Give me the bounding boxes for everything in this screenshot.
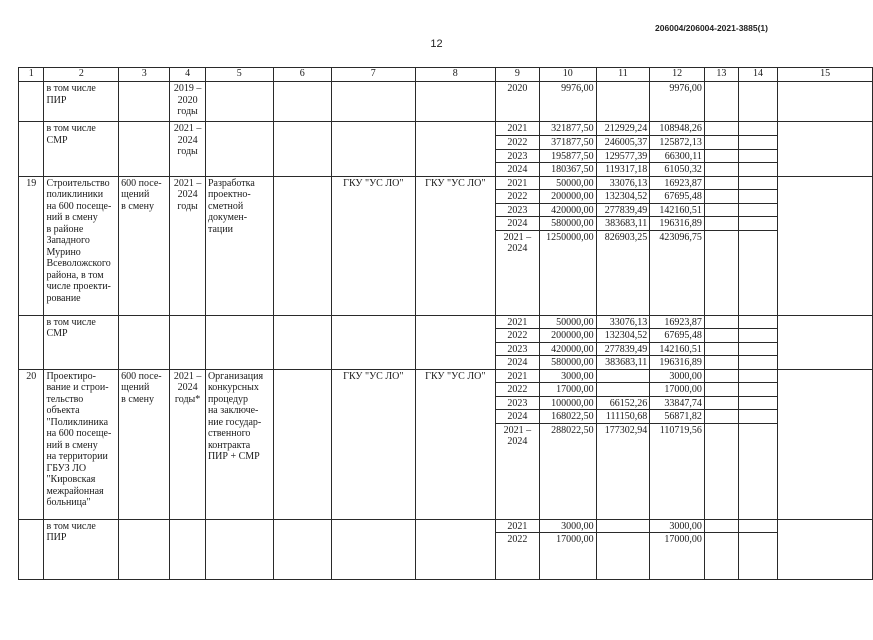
column-header: 14	[738, 68, 778, 82]
value-cell: 132304,52	[596, 190, 650, 204]
value-cell: 108948,26	[650, 122, 705, 136]
row-period: 2021 – 2024 годы	[170, 122, 206, 177]
table-cell	[738, 396, 778, 410]
value-cell: 100000,00	[539, 396, 596, 410]
table-cell	[704, 122, 738, 136]
table-cell	[704, 383, 738, 397]
value-cell: 17000,00	[650, 533, 705, 580]
value-cell: 177302,94	[596, 423, 650, 519]
value-cell: 371877,50	[539, 136, 596, 150]
table-cell	[738, 136, 778, 150]
table-cell	[170, 315, 206, 369]
table-row	[19, 519, 873, 533]
year-cell: 2022	[495, 383, 539, 397]
value-cell	[596, 82, 650, 122]
value-cell: 132304,52	[596, 329, 650, 343]
column-header: 5	[205, 68, 273, 82]
table-cell	[738, 82, 778, 122]
table-row	[19, 82, 873, 122]
table-cell	[704, 203, 738, 217]
value-cell: 50000,00	[539, 315, 596, 329]
year-cell: 2022	[495, 190, 539, 204]
value-cell: 196316,89	[650, 217, 705, 231]
builder-cell: ГКУ "УС ЛО"	[415, 369, 495, 519]
item-number: 19	[19, 176, 44, 315]
table-cell	[738, 230, 778, 315]
value-cell: 580000,00	[539, 217, 596, 231]
table-cell	[331, 519, 415, 580]
value-cell: 826903,25	[596, 230, 650, 315]
table-cell	[778, 519, 873, 580]
row-period: 2021 – 2024 годы*	[170, 369, 206, 519]
table-cell	[273, 122, 331, 177]
table-cell	[119, 519, 170, 580]
year-cell: 2023	[495, 203, 539, 217]
table-cell	[415, 122, 495, 177]
value-cell: 3000,00	[650, 519, 705, 533]
customer-cell: ГКУ "УС ЛО"	[331, 176, 415, 315]
value-cell: 9976,00	[539, 82, 596, 122]
object-capacity: 600 посе- щений в смену	[119, 176, 170, 315]
value-cell: 33847,74	[650, 396, 705, 410]
column-header: 12	[650, 68, 705, 82]
table-cell	[331, 122, 415, 177]
value-cell: 61050,32	[650, 163, 705, 177]
year-cell: 2022	[495, 533, 539, 580]
column-header: 7	[331, 68, 415, 82]
column-header: 2	[44, 68, 119, 82]
value-cell	[596, 383, 650, 397]
table-cell	[738, 122, 778, 136]
table-cell	[704, 356, 738, 370]
value-cell: 180367,50	[539, 163, 596, 177]
year-cell: 2021	[495, 176, 539, 190]
table-cell	[738, 369, 778, 383]
value-cell: 16923,87	[650, 176, 705, 190]
column-header: 9	[495, 68, 539, 82]
customer-cell: ГКУ "УС ЛО"	[331, 369, 415, 519]
table-cell	[738, 329, 778, 343]
table-cell	[738, 356, 778, 370]
table-cell	[19, 122, 44, 177]
table-cell	[704, 423, 738, 519]
table-cell	[19, 519, 44, 580]
page-number: 12	[430, 38, 443, 50]
year-cell: 2021	[495, 122, 539, 136]
document-id: 206004/206004-2021-3885(1)	[655, 23, 768, 33]
row-period: 2019 – 2020 годы	[170, 82, 206, 122]
table-cell	[704, 163, 738, 177]
row-name: в том числе ПИР	[44, 82, 119, 122]
value-cell: 111150,68	[596, 410, 650, 424]
value-cell: 3000,00	[539, 369, 596, 383]
value-cell: 383683,11	[596, 217, 650, 231]
value-cell: 17000,00	[539, 383, 596, 397]
builder-cell: ГКУ "УС ЛО"	[415, 176, 495, 315]
value-cell: 67695,48	[650, 329, 705, 343]
year-cell: 2021	[495, 369, 539, 383]
table-cell	[778, 122, 873, 177]
year-cell: 2021 – 2024	[495, 423, 539, 519]
table-cell	[738, 383, 778, 397]
table-cell	[738, 423, 778, 519]
table-cell	[205, 82, 273, 122]
table-row	[19, 369, 873, 383]
row-period: 2021 – 2024 годы	[170, 176, 206, 315]
value-cell: 16923,87	[650, 315, 705, 329]
column-header: 11	[596, 68, 650, 82]
column-header: 13	[704, 68, 738, 82]
table-cell	[415, 82, 495, 122]
year-cell: 2023	[495, 149, 539, 163]
table-cell	[19, 82, 44, 122]
value-cell: 119317,18	[596, 163, 650, 177]
value-cell: 142160,51	[650, 203, 705, 217]
value-cell: 3000,00	[650, 369, 705, 383]
table-cell	[415, 519, 495, 580]
row-name: в том числе СМР	[44, 122, 119, 177]
year-cell: 2022	[495, 329, 539, 343]
value-cell: 33076,13	[596, 176, 650, 190]
year-cell: 2021 – 2024	[495, 230, 539, 315]
table-cell	[738, 342, 778, 356]
table-row	[19, 315, 873, 329]
table-cell	[778, 369, 873, 519]
table-cell	[778, 176, 873, 315]
program-table	[18, 67, 873, 580]
value-cell: 9976,00	[650, 82, 705, 122]
value-cell: 142160,51	[650, 342, 705, 356]
value-cell: 195877,50	[539, 149, 596, 163]
table-cell	[738, 176, 778, 190]
value-cell: 17000,00	[539, 533, 596, 580]
table-row	[19, 176, 873, 190]
value-cell: 168022,50	[539, 410, 596, 424]
value-cell: 66152,26	[596, 396, 650, 410]
column-header: 8	[415, 68, 495, 82]
column-number-row	[19, 68, 873, 82]
table-cell	[704, 176, 738, 190]
object-name: Проектиро- вание и строи- тельство объекта "Поликлиника на 600 посеще- ний в смену на территории ГБУЗ ЛО "Кировская межрайонная больница"	[44, 369, 119, 519]
column-header: 1	[19, 68, 44, 82]
value-cell: 200000,00	[539, 190, 596, 204]
table-cell	[704, 369, 738, 383]
value-cell: 423096,75	[650, 230, 705, 315]
year-cell: 2020	[495, 82, 539, 122]
table-cell	[704, 82, 738, 122]
value-cell: 125872,13	[650, 136, 705, 150]
value-cell: 17000,00	[650, 383, 705, 397]
value-cell: 33076,13	[596, 315, 650, 329]
value-cell: 129577,39	[596, 149, 650, 163]
value-cell: 212929,24	[596, 122, 650, 136]
value-cell: 321877,50	[539, 122, 596, 136]
value-cell: 56871,82	[650, 410, 705, 424]
table-cell	[738, 149, 778, 163]
column-header: 10	[539, 68, 596, 82]
table-cell	[19, 315, 44, 369]
year-cell: 2022	[495, 136, 539, 150]
table-cell	[205, 519, 273, 580]
year-cell: 2024	[495, 356, 539, 370]
table-cell	[704, 217, 738, 231]
value-cell: 3000,00	[539, 519, 596, 533]
table-row	[19, 122, 873, 136]
table-cell	[273, 519, 331, 580]
table-cell	[331, 82, 415, 122]
table-cell	[331, 315, 415, 369]
row-name: в том числе ПИР	[44, 519, 119, 580]
table-cell	[704, 329, 738, 343]
year-cell: 2024	[495, 163, 539, 177]
table-cell	[273, 315, 331, 369]
year-cell: 2024	[495, 410, 539, 424]
table-cell	[205, 315, 273, 369]
table-cell	[704, 190, 738, 204]
value-cell: 383683,11	[596, 356, 650, 370]
table-cell	[704, 230, 738, 315]
value-cell: 246005,37	[596, 136, 650, 150]
value-cell: 580000,00	[539, 356, 596, 370]
table-cell	[704, 533, 738, 580]
column-header: 3	[119, 68, 170, 82]
row-name: в том числе СМР	[44, 315, 119, 369]
table-cell	[704, 342, 738, 356]
table-cell	[738, 410, 778, 424]
object-stage: Организация конкурсных процедур на заключе- ние государ- ственного контракта ПИР + СМР	[205, 369, 273, 519]
table-cell	[119, 315, 170, 369]
table-cell	[273, 176, 331, 315]
year-cell: 2023	[495, 396, 539, 410]
item-number: 20	[19, 369, 44, 519]
table-cell	[704, 149, 738, 163]
table-cell	[738, 519, 778, 533]
table-cell	[704, 410, 738, 424]
value-cell: 420000,00	[539, 203, 596, 217]
table-cell	[205, 122, 273, 177]
year-cell: 2024	[495, 217, 539, 231]
value-cell: 110719,56	[650, 423, 705, 519]
table-cell	[778, 82, 873, 122]
table-cell	[704, 519, 738, 533]
table-cell	[738, 315, 778, 329]
column-header: 15	[778, 68, 873, 82]
value-cell: 200000,00	[539, 329, 596, 343]
table-cell	[738, 217, 778, 231]
value-cell: 196316,89	[650, 356, 705, 370]
value-cell	[596, 533, 650, 580]
table-cell	[119, 122, 170, 177]
table-cell	[704, 136, 738, 150]
table-cell	[778, 315, 873, 369]
table-cell	[704, 315, 738, 329]
value-cell	[596, 369, 650, 383]
column-header: 6	[273, 68, 331, 82]
year-cell: 2021	[495, 315, 539, 329]
value-cell: 66300,11	[650, 149, 705, 163]
value-cell: 277839,49	[596, 342, 650, 356]
object-name: Строительство поликлиники на 600 посеще- ний в смену в районе Западного Мурино Всеволожского района, в том числе проекти- рование	[44, 176, 119, 315]
table-cell	[738, 190, 778, 204]
table-cell	[704, 396, 738, 410]
table-cell	[738, 203, 778, 217]
column-header: 4	[170, 68, 206, 82]
value-cell: 50000,00	[539, 176, 596, 190]
value-cell: 288022,50	[539, 423, 596, 519]
table-cell	[415, 315, 495, 369]
table-cell	[119, 82, 170, 122]
value-cell: 67695,48	[650, 190, 705, 204]
table-cell	[170, 519, 206, 580]
table-cell	[273, 82, 331, 122]
value-cell: 1250000,00	[539, 230, 596, 315]
object-stage: Разработка проектно- сметной докумен- тации	[205, 176, 273, 315]
object-capacity: 600 посе- щений в смену	[119, 369, 170, 519]
table-cell	[738, 533, 778, 580]
year-cell: 2021	[495, 519, 539, 533]
value-cell	[596, 519, 650, 533]
table-cell	[273, 369, 331, 519]
year-cell: 2023	[495, 342, 539, 356]
table-cell	[738, 163, 778, 177]
value-cell: 277839,49	[596, 203, 650, 217]
value-cell: 420000,00	[539, 342, 596, 356]
